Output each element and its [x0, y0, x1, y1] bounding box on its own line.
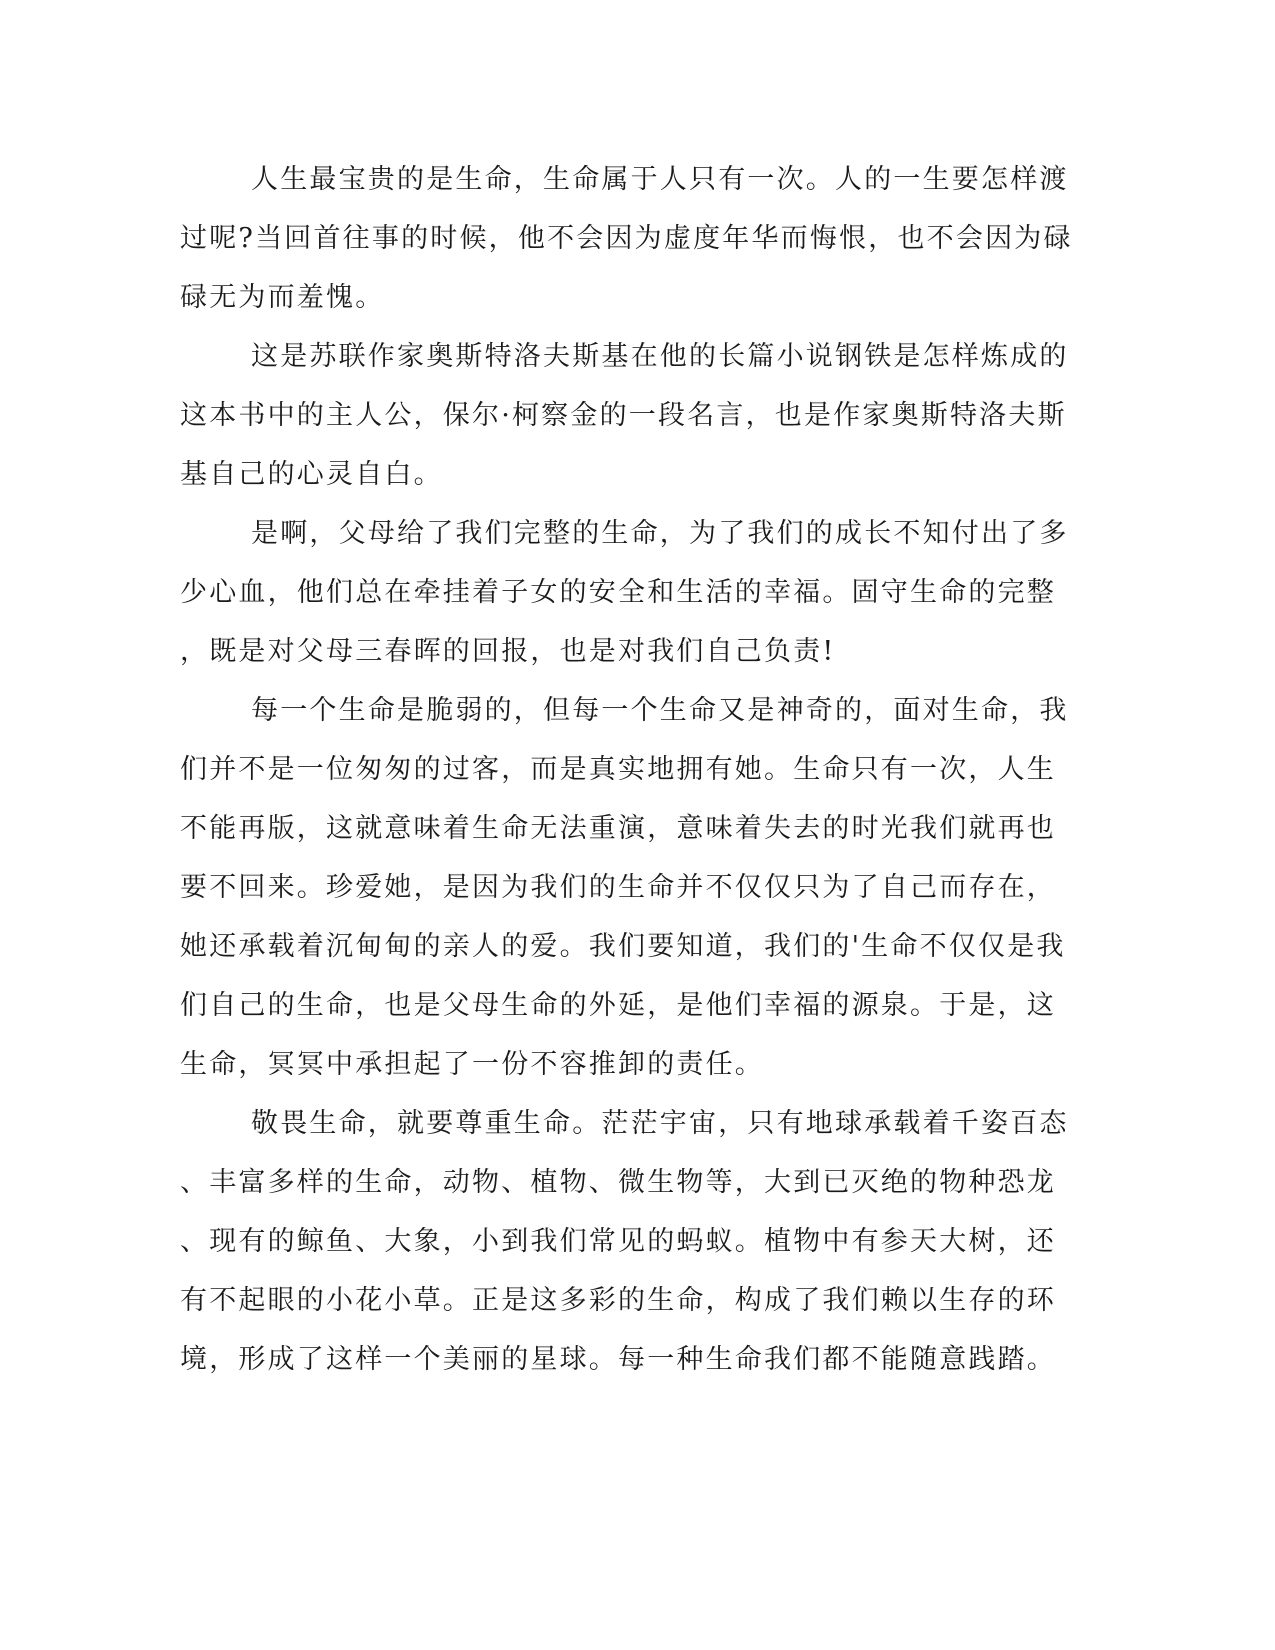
text-line: 过呢?当回首往事的时候，他不会因为虚度年华而悔恨，也不会因为碌 [180, 223, 1073, 254]
text-line: 每一个生命是脆弱的，但每一个生命又是神奇的，面对生命，我 [251, 695, 1069, 726]
text-line: 生命，冥冥中承担起了一份不容推卸的责任。 [180, 1049, 764, 1080]
text-line: 、丰富多样的生命，动物、植物、微生物等，大到已灭绝的物种恐龙 [180, 1167, 1056, 1198]
paragraph-3 [180, 504, 1069, 681]
text-line: 少心血，他们总在牵挂着子女的安全和生活的幸福。固守生命的完整 [180, 577, 1056, 608]
text-line: 不能再版，这就意味着生命无法重演，意味着失去的时光我们就再也 [180, 813, 1056, 844]
text-line: 基自己的心灵自白。 [180, 459, 443, 490]
text-line: 要不回来。珍爱她，是因为我们的生命并不仅仅只为了自己而存在， [180, 872, 1056, 903]
text-line: 这本书中的主人公，保尔·柯察金的一段名言，也是作家奥斯特洛夫斯 [180, 400, 1067, 431]
document-body [180, 150, 1073, 1389]
text-line: 是啊，父母给了我们完整的生命，为了我们的成长不知付出了多 [251, 518, 1069, 549]
text-line: 们并不是一位匆匆的过客，而是真实地拥有她。生命只有一次，人生 [180, 754, 1056, 785]
text-line: 人生最宝贵的是生命，生命属于人只有一次。人的一生要怎样渡 [251, 164, 1069, 195]
text-line: 们自己的生命，也是父母生命的外延，是他们幸福的源泉。于是，这 [180, 990, 1056, 1021]
text-line: 她还承载着沉甸甸的亲人的爱。我们要知道，我们的'生命不仅仅是我 [180, 931, 1066, 962]
text-line: ，既是对父母三春晖的回报，也是对我们自己负责! [180, 636, 836, 667]
text-line: 境，形成了这样一个美丽的星球。每一种生命我们都不能随意践踏。 [180, 1344, 1056, 1375]
text-line: 、现有的鲸鱼、大象，小到我们常见的蚂蚁。植物中有参天大树，还 [180, 1226, 1056, 1257]
text-line: 敬畏生命，就要尊重生命。茫茫宇宙，只有地球承载着千姿百态 [251, 1108, 1069, 1139]
text-line: 有不起眼的小花小草。正是这多彩的生命，构成了我们赖以生存的环 [180, 1285, 1056, 1316]
paragraph-2 [180, 327, 1069, 504]
text-line: 碌无为而羞愧。 [180, 282, 385, 313]
paragraph-4 [180, 681, 1069, 1094]
paragraph-1 [180, 150, 1073, 327]
paragraph-5 [180, 1094, 1069, 1389]
text-line: 这是苏联作家奥斯特洛夫斯基在他的长篇小说钢铁是怎样炼成的 [251, 341, 1069, 372]
